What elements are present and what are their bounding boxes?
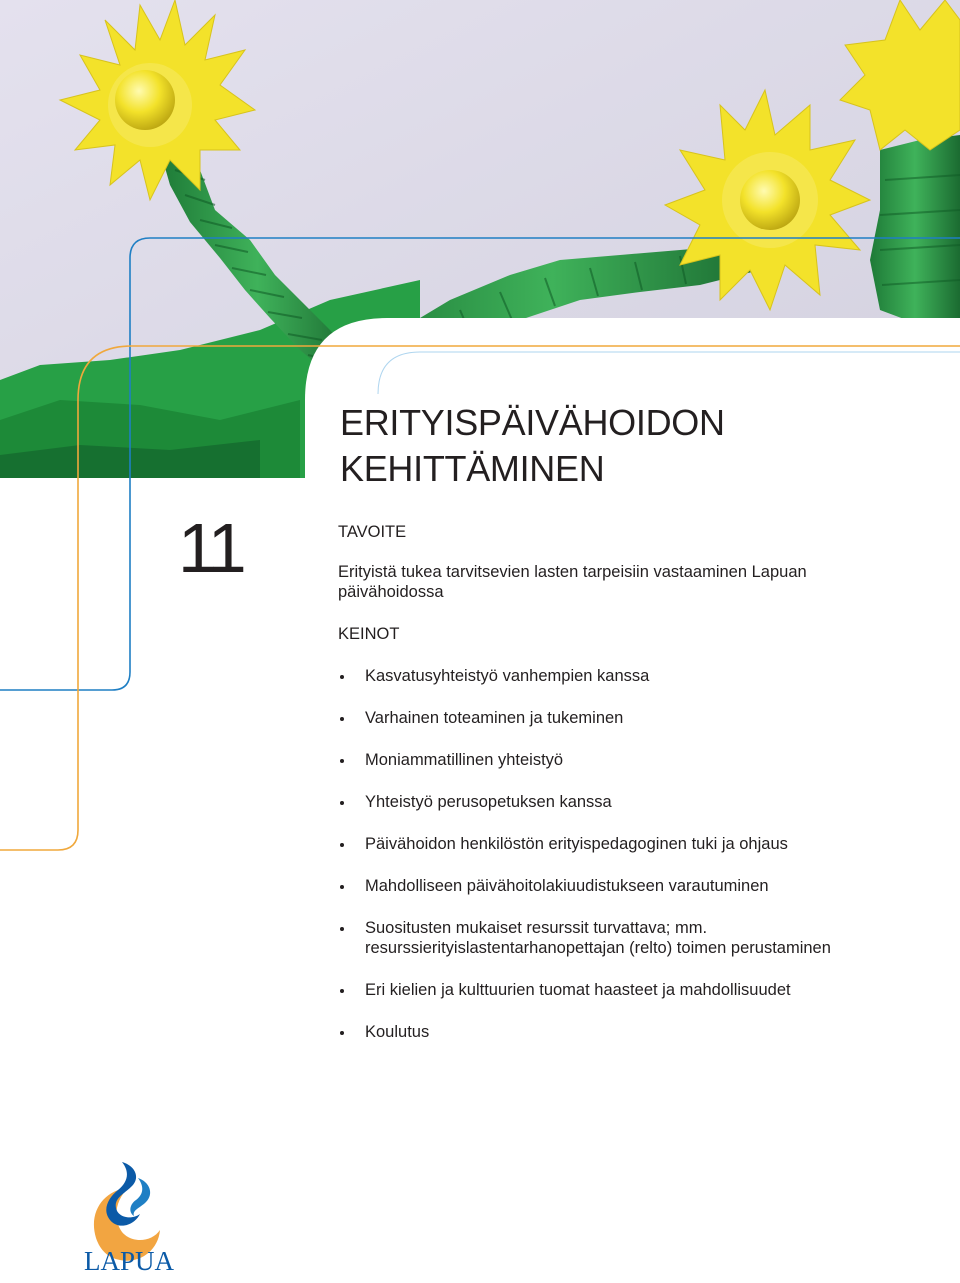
content-body xyxy=(338,522,903,1042)
chapter-number: 11 xyxy=(178,509,243,587)
methods-list xyxy=(338,666,903,1042)
list-item: Varhainen toteaminen ja tukeminen xyxy=(338,708,903,728)
list-item: Eri kielien ja kulttuurien tuomat haasteet ja mahdollisuudet xyxy=(338,980,903,1000)
list-item: Kasvatusyhteistyö vanhempien kanssa xyxy=(338,666,903,686)
goal-text: Erityistä tukea tarvitsevien lasten tarpeisiin vastaaminen Lapuan päivähoidossa xyxy=(338,563,807,601)
methods-label: KEINOT xyxy=(338,625,400,643)
list-item: Päivähoidon henkilöstön erityispedagoginen tuki ja ohjaus xyxy=(338,834,903,854)
title-line-1: ERITYISPÄIVÄHOIDON xyxy=(340,402,725,443)
list-item: Mahdolliseen päivähoitolakiuudistukseen varautuminen xyxy=(338,876,903,896)
list-item: Moniammatillinen yhteistyö xyxy=(338,750,903,770)
title-line-2: KEHITTÄMINEN xyxy=(340,448,605,489)
logo-text: LAPUA xyxy=(84,1246,175,1276)
list-item: Koulutus xyxy=(338,1022,903,1042)
page-title xyxy=(340,400,725,492)
list-item: Suositusten mukaiset resurssit turvattava; mm. resurssierityislastentarhanopettajan (relto) toimen perustaminen xyxy=(338,918,903,958)
goal-label: TAVOITE xyxy=(338,523,407,541)
list-item: Yhteistyö perusopetuksen kanssa xyxy=(338,792,903,812)
